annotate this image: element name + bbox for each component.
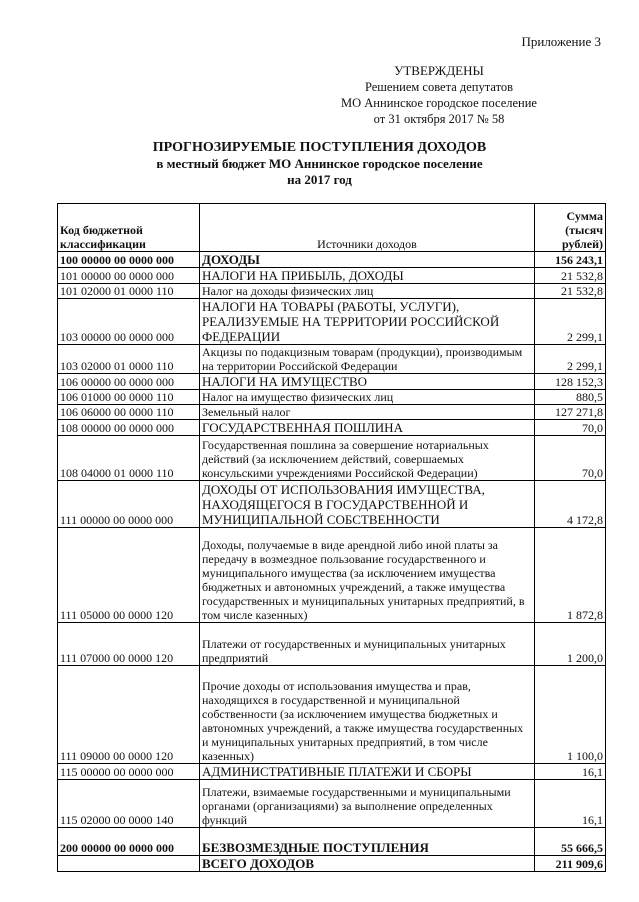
table-row — [58, 284, 606, 299]
row-sum: 1 200,0 — [535, 623, 606, 666]
table-row — [58, 345, 606, 374]
row-sum: 1 872,8 — [535, 528, 606, 623]
row-name: НАЛОГИ НА ТОВАРЫ (РАБОТЫ, УСЛУГИ), РЕАЛИЗУЕМЫЕ НА ТЕРРИТОРИИ РОССИЙСКОЙ ФЕДЕРАЦИИ — [200, 299, 535, 345]
row-sum: 70,0 — [535, 436, 606, 481]
row-name: Акцизы по подакцизным товарам (продукции), производимым на территории Российской Федерации — [200, 345, 535, 374]
income-table — [57, 203, 606, 872]
table-row — [58, 623, 606, 666]
title-line-3: на 2017 год — [287, 172, 352, 187]
table-row — [58, 420, 606, 436]
row-sum: 880,5 — [535, 390, 606, 405]
row-name: АДМИНИСТРАТИВНЫЕ ПЛАТЕЖИ И СБОРЫ — [200, 764, 535, 780]
row-name: Налог на имущество физических лиц — [200, 390, 535, 405]
row-sum: 128 152,3 — [535, 374, 606, 390]
row-name: Налог на доходы физических лиц — [200, 284, 535, 299]
row-name: Земельный налог — [200, 405, 535, 420]
row-sum: 2 299,1 — [535, 299, 606, 345]
approved-heading: УТВЕРЖДЕНЫ — [394, 63, 484, 78]
row-name: ВСЕГО ДОХОДОВ — [200, 856, 535, 872]
row-name: Платежи от государственных и муниципальных унитарных предприятий — [200, 623, 535, 666]
row-sum: 127 271,8 — [535, 405, 606, 420]
table-row — [58, 299, 606, 345]
row-sum: 1 100,0 — [535, 666, 606, 764]
row-code: 108 00000 00 0000 000 — [58, 420, 200, 436]
table-row — [58, 481, 606, 528]
table-row — [58, 666, 606, 764]
row-code — [58, 856, 200, 872]
table-row — [58, 528, 606, 623]
table-row — [58, 405, 606, 420]
table-header-row — [58, 204, 606, 252]
row-name: Доходы, получаемые в виде арендной либо иной платы за передачу в возмездное пользование государственного и муниципального имущества (за исключением имущества бюджетных и автономных учреждений, а также имущества государственных и муниципальных унитарных предприятий, в том числе казенных) — [200, 528, 535, 623]
row-name: ДОХОДЫ ОТ ИСПОЛЬЗОВАНИЯ ИМУЩЕСТВА, НАХОДЯЩЕГОСЯ В ГОСУДАРСТВЕННОЙ И МУНИЦИПАЛЬНОЙ СОБСТВЕННОСТИ — [200, 481, 535, 528]
row-code: 103 02000 01 0000 110 — [58, 345, 200, 374]
row-code: 115 02000 00 0000 140 — [58, 780, 200, 828]
row-sum: 16,1 — [535, 780, 606, 828]
row-name: Платежи, взимаемые государственными и муниципальными органами (организациями) за выполнение определенных функций — [200, 780, 535, 828]
col-header-code: Код бюджетной классификации — [58, 204, 200, 252]
row-name: НАЛОГИ НА ИМУЩЕСТВО — [200, 374, 535, 390]
row-code: 111 09000 00 0000 120 — [58, 666, 200, 764]
table-row — [58, 780, 606, 828]
table-row — [58, 252, 606, 268]
row-code: 200 00000 00 0000 000 — [58, 828, 200, 856]
row-code: 101 00000 00 0000 000 — [58, 268, 200, 284]
row-code: 111 07000 00 0000 120 — [58, 623, 200, 666]
table-row — [58, 764, 606, 780]
row-sum: 2 299,1 — [535, 345, 606, 374]
row-name: Прочие доходы от использования имущества и прав, находящихся в государственной и муниципальной собственности (за исключением имущества бюджетных и автономных учреждений, а также имущества государственных и муниципальных унитарных предприятий, в том числе казенных) — [200, 666, 535, 764]
row-code: 100 00000 00 0000 000 — [58, 252, 200, 268]
row-code: 103 00000 00 0000 000 — [58, 299, 200, 345]
col-header-sum: Сумма (тысяч рублей) — [535, 204, 606, 252]
table-row — [58, 374, 606, 390]
col-header-source: Источники доходов — [200, 204, 535, 252]
approved-municipality: МО Аннинское городское поселение — [341, 96, 537, 110]
row-name: Государственная пошлина за совершение нотариальных действий (за исключением действий, совершаемых консульскими учреждениями Российской Федерации) — [200, 436, 535, 481]
approved-date: от 31 октября 2017 № 58 — [373, 112, 505, 126]
document-title — [0, 140, 639, 188]
row-name: БЕЗВОЗМЕЗДНЫЕ ПОСТУПЛЕНИЯ — [200, 828, 535, 856]
table-row — [58, 436, 606, 481]
row-sum: 21 532,8 — [535, 268, 606, 284]
row-code: 111 00000 00 0000 000 — [58, 481, 200, 528]
row-name: ДОХОДЫ — [200, 252, 535, 268]
row-name: НАЛОГИ НА ПРИБЫЛЬ, ДОХОДЫ — [200, 268, 535, 284]
approval-block — [309, 63, 569, 127]
title-line-1: ПРОГНОЗИРУЕМЫЕ ПОСТУПЛЕНИЯ ДОХОДОВ — [152, 140, 487, 155]
row-sum: 156 243,1 — [535, 252, 606, 268]
row-code: 106 01000 00 0000 110 — [58, 390, 200, 405]
row-code: 101 02000 01 0000 110 — [58, 284, 200, 299]
table-row — [58, 390, 606, 405]
row-code: 106 00000 00 0000 000 — [58, 374, 200, 390]
approved-decision: Решением совета депутатов — [364, 80, 514, 94]
row-code: 111 05000 00 0000 120 — [58, 528, 200, 623]
row-sum: 16,1 — [535, 764, 606, 780]
row-sum: 211 909,6 — [535, 856, 606, 872]
row-code: 106 06000 00 0000 110 — [58, 405, 200, 420]
row-name: ГОСУДАРСТВЕННАЯ ПОШЛИНА — [200, 420, 535, 436]
row-sum: 4 172,8 — [535, 481, 606, 528]
table-row — [58, 268, 606, 284]
row-sum: 55 666,5 — [535, 828, 606, 856]
row-code: 115 00000 00 0000 000 — [58, 764, 200, 780]
appendix-label: Приложение 3 — [521, 34, 601, 49]
row-sum: 21 532,8 — [535, 284, 606, 299]
table-row-total — [58, 856, 606, 872]
title-line-2: в местный бюджет МО Аннинское городское поселение — [156, 156, 483, 171]
row-sum: 70,0 — [535, 420, 606, 436]
row-code: 108 04000 01 0000 110 — [58, 436, 200, 481]
table-row — [58, 828, 606, 856]
